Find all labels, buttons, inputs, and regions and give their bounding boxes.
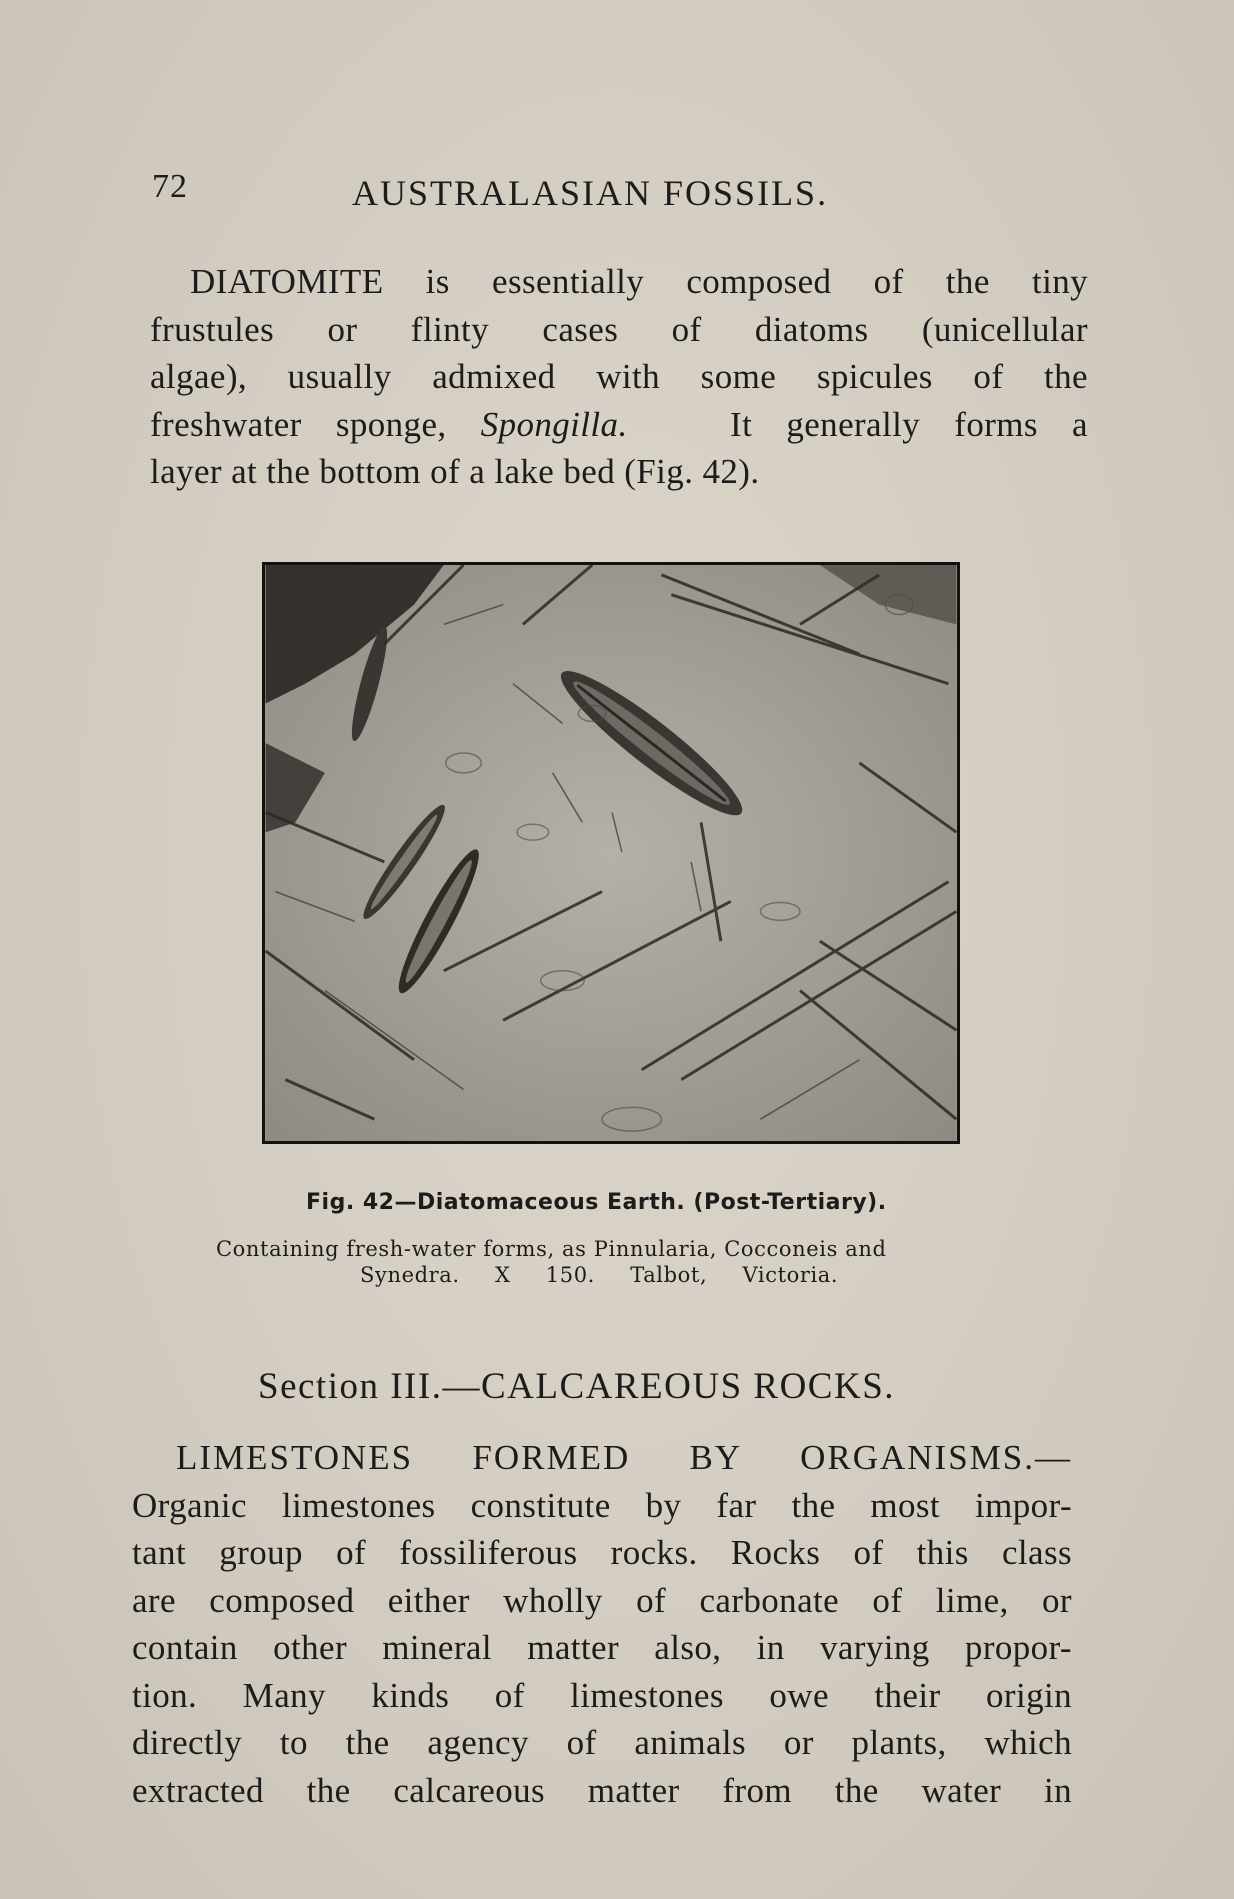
paragraph-line: are composed either wholly of carbonate of lime, or [132,1580,1072,1620]
paragraph-line: contain other mineral matter also, in varying propor- [132,1628,1072,1667]
paragraph-line [150,401,1088,449]
paragraph-line: LIMESTONES FORMED BY ORGANISMS.— [176,1438,1072,1477]
paragraph-line: tant group of fossiliferous rocks. Rocks of this class [132,1533,1072,1572]
paragraph-line: algae), usually admixed with some spicules of the [150,357,1088,396]
caption-line: Containing fresh-water forms, as Pinnularia, Cocconeis and [216,1237,887,1261]
paragraph-line: tion. Many kinds of limestones owe their origin [132,1675,1072,1715]
caption-line: Synedra. X 150. Talbot, Victoria. [360,1263,839,1287]
line-text: It generally forms a [730,404,1088,444]
paragraph-line: DIATOMITE is essentially composed of the tiny [190,262,1088,301]
italic-genus-name: Spongilla. [480,404,628,444]
running-title: AUSTRALASIAN FOSSILS. [352,173,829,213]
paragraph-limestones [132,1434,1072,1814]
paragraph-diatomite [150,258,1088,496]
paragraph-line: layer at the bottom of a lake bed (Fig. 42). [150,452,760,491]
line-text: freshwater sponge, [150,404,481,444]
photomicrograph-image [265,565,957,1141]
figure-caption-title: Fig. 42—Diatomaceous Earth. (Post-Tertiary). [306,1190,887,1215]
paragraph-line: directly to the agency of animals or plants, which [132,1723,1072,1762]
paragraph-line: extracted the calcareous matter from the water in [132,1770,1072,1810]
page-number: 72 [152,168,188,205]
figure-caption-detail [216,1236,996,1288]
section-heading: Section III.—CALCAREOUS ROCKS. [258,1366,896,1407]
figure-photomicrograph [262,562,960,1144]
paragraph-line: frustules or flinty cases of diatoms (unicellular [150,309,1088,349]
paragraph-line: Organic limestones constitute by far the most impor- [132,1485,1072,1525]
